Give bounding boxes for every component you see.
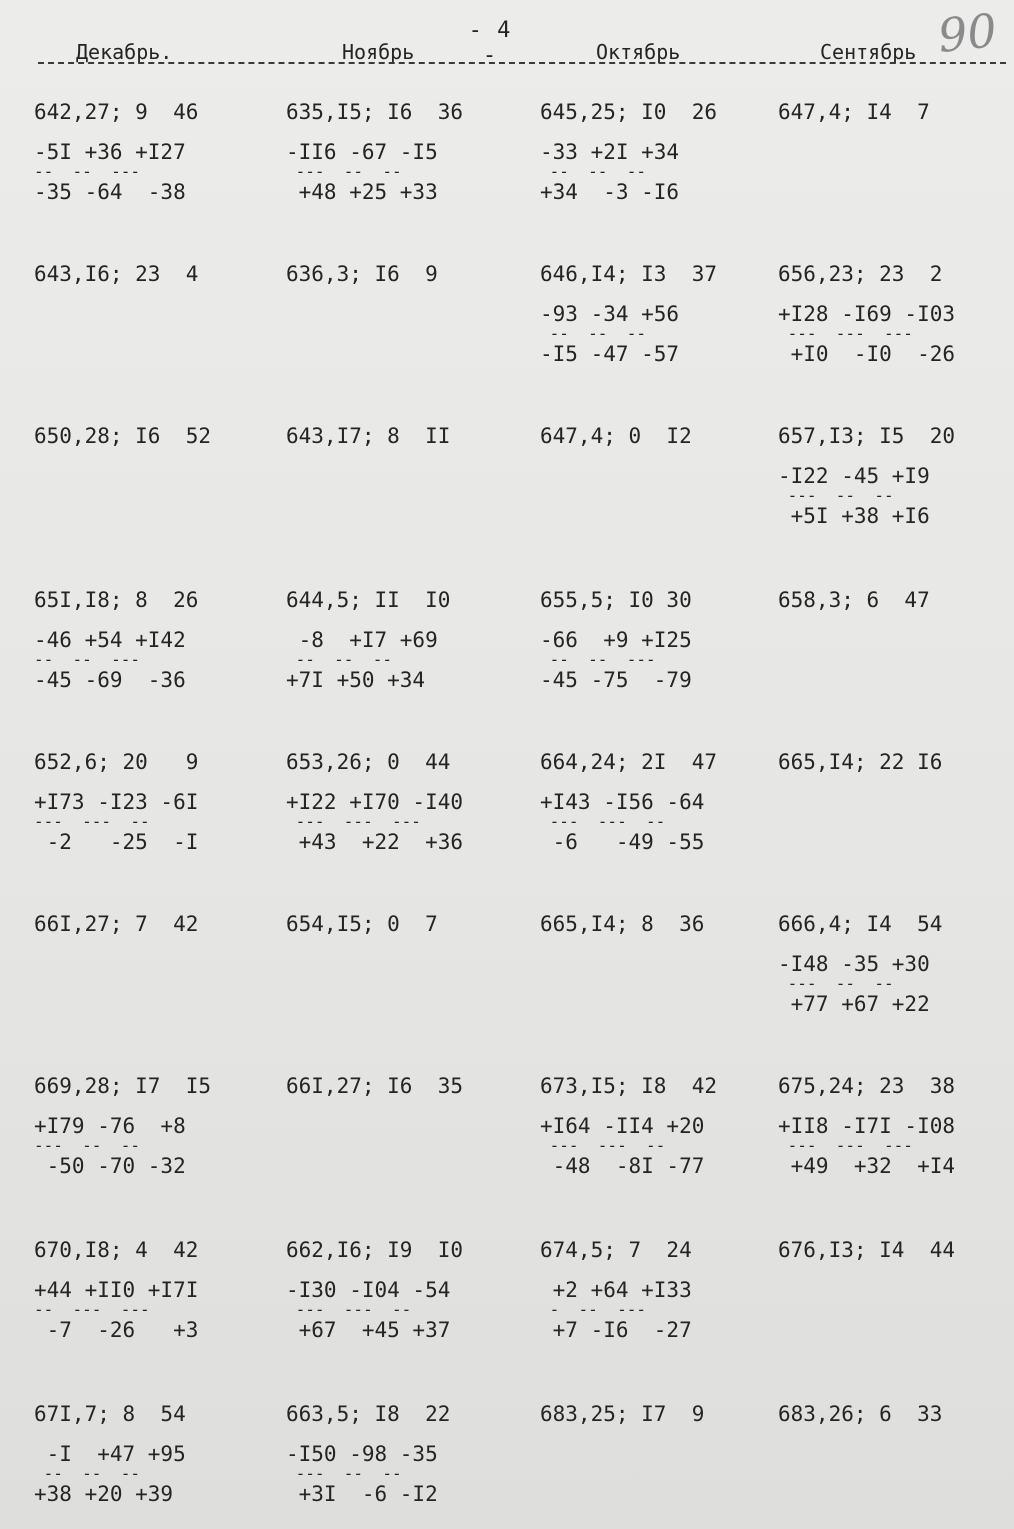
record-heading: 647,4; 0 I2: [540, 424, 692, 448]
record-fraction-bars: [540, 1466, 704, 1484]
record-denominators: [286, 994, 438, 1016]
record-numerators: [34, 466, 211, 488]
record-heading: 676,I3; I4 44: [778, 1238, 956, 1262]
record-entry: [540, 264, 717, 366]
record-fraction-bars: [286, 1138, 463, 1156]
record-numerators: -66 +9 +I25: [540, 628, 692, 652]
record-heading: 650,28; I6 52: [34, 424, 212, 448]
record-fraction-bars: [778, 652, 930, 670]
record-denominators: [34, 994, 198, 1016]
record-heading: 658,3; 6 47: [778, 588, 930, 612]
record-numerators: [778, 142, 930, 164]
record-numerators: -46 +54 +I42: [34, 628, 186, 652]
record-heading: 673,I5; I8 42: [540, 1074, 718, 1098]
record-fraction-bars: [778, 1302, 955, 1320]
record-fraction-bars: -- -- --: [540, 324, 646, 343]
record-denominators: [286, 506, 450, 528]
record-heading: 643,I6; 23 4: [34, 262, 199, 286]
record-fraction-bars: [778, 1466, 942, 1484]
record-numerators: -I +47 +95: [34, 1442, 186, 1466]
record-entry: [34, 752, 198, 854]
record-fraction-bars: --- --- --: [540, 1136, 666, 1155]
record-denominators: [778, 1320, 955, 1342]
record-heading: 656,23; 23 2: [778, 262, 943, 286]
record-heading: 653,26; 0 44: [286, 750, 451, 774]
record-denominators: +77 +67 +22: [778, 992, 930, 1016]
record-fraction-bars: [286, 488, 450, 506]
page-number: - 4 -: [468, 18, 512, 68]
record-heading: 642,27; 9 46: [34, 100, 199, 124]
record-denominators: [34, 344, 198, 366]
record-entry: [286, 1240, 463, 1342]
record-heading: 643,I7; 8 II: [286, 424, 451, 448]
record-entry: [540, 102, 717, 204]
record-entry: [540, 914, 704, 1016]
month-october: Октябрь: [596, 40, 681, 64]
record-fraction-bars: -- -- ---: [540, 650, 656, 669]
record-entry: [34, 1404, 186, 1506]
month-november: Ноябрь: [342, 40, 415, 64]
record-entry: [286, 426, 450, 528]
record-fraction-bars: -- -- --: [286, 650, 392, 669]
record-heading: 683,25; I7 9: [540, 1402, 705, 1426]
record-heading: 663,5; I8 22: [286, 1402, 451, 1426]
record-entry: [778, 590, 930, 692]
record-fraction-bars: [286, 326, 438, 344]
record-heading: 675,24; 23 38: [778, 1074, 956, 1098]
record-heading: 636,3; I6 9: [286, 262, 438, 286]
record-numerators: -I30 -I04 -54: [286, 1278, 451, 1302]
record-heading: 665,I4; 22 I6: [778, 750, 943, 774]
record-entry: [286, 1076, 463, 1178]
record-entry: [778, 1404, 942, 1506]
record-numerators: +I73 -I23 -6I: [34, 790, 199, 814]
record-heading: 683,26; 6 33: [778, 1402, 943, 1426]
record-fraction-bars: [778, 164, 930, 182]
record-numerators: -II6 -67 -I5: [286, 140, 438, 164]
record-entry: [34, 102, 198, 204]
record-entry: [286, 102, 463, 204]
record-numerators: [540, 954, 704, 976]
record-numerators: [286, 466, 450, 488]
record-numerators: +I22 +I70 -I40: [286, 790, 464, 814]
record-numerators: [778, 630, 930, 652]
record-heading: 652,6; 20 9: [34, 750, 199, 774]
record-numerators: +I28 -I69 -I03: [778, 302, 956, 326]
record-denominators: -7 -26 +3: [34, 1318, 199, 1342]
record-numerators: +I43 -I56 -64: [540, 790, 705, 814]
record-fraction-bars: -- -- --: [540, 162, 646, 181]
record-denominators: [286, 344, 438, 366]
record-entry: [286, 914, 438, 1016]
record-numerators: -93 -34 +56: [540, 302, 680, 326]
record-fraction-bars: [540, 488, 692, 506]
record-denominators: [286, 1156, 463, 1178]
record-entry: [540, 1240, 692, 1342]
record-numerators: +II8 -I7I -I08: [778, 1114, 956, 1138]
record-numerators: +I64 -II4 +20: [540, 1114, 705, 1138]
record-entry: [540, 1076, 717, 1178]
record-fraction-bars: --- -- --: [778, 486, 894, 505]
record-entry: [34, 426, 211, 528]
record-heading: 666,4; I4 54: [778, 912, 943, 936]
record-heading: 66I,27; 7 42: [34, 912, 199, 936]
record-entry: [286, 1404, 450, 1506]
record-fraction-bars: - -- ---: [540, 1300, 646, 1319]
record-denominators: [540, 506, 692, 528]
record-entry: [286, 590, 450, 692]
record-fraction-bars: -- -- ---: [34, 650, 140, 669]
handwritten-folio-number: 90: [935, 3, 1000, 63]
record-entry: [286, 752, 463, 854]
record-denominators: -I5 -47 -57: [540, 342, 680, 366]
month-december: Декабрь.: [76, 40, 173, 64]
record-heading: 644,5; II I0: [286, 588, 451, 612]
record-entry: [778, 1240, 955, 1342]
record-numerators: -5I +36 +I27: [34, 140, 186, 164]
record-entry: [778, 1076, 955, 1178]
record-numerators: [34, 954, 198, 976]
month-september: Сентябрь: [820, 40, 917, 64]
record-heading: 664,24; 2I 47: [540, 750, 718, 774]
record-fraction-bars: -- -- ---: [34, 162, 140, 181]
record-heading: 670,I8; 4 42: [34, 1238, 199, 1262]
record-numerators: [778, 1280, 955, 1302]
record-denominators: [540, 1484, 704, 1506]
record-numerators: [286, 304, 438, 326]
record-numerators: -I22 -45 +I9: [778, 464, 930, 488]
record-denominators: [540, 994, 704, 1016]
record-numerators: [540, 466, 692, 488]
record-heading: 647,4; I4 7: [778, 100, 930, 124]
record-denominators: -50 -70 -32: [34, 1154, 186, 1178]
record-numerators: -I50 -98 -35: [286, 1442, 438, 1466]
record-heading: 669,28; I7 I5: [34, 1074, 212, 1098]
record-fraction-bars: --- -- --: [286, 162, 402, 181]
record-entry: [540, 1404, 704, 1506]
record-denominators: +3I -6 -I2: [286, 1482, 438, 1506]
record-entry: [34, 590, 198, 692]
record-heading: 662,I6; I9 I0: [286, 1238, 464, 1262]
record-numerators: [540, 1444, 704, 1466]
record-fraction-bars: --- --- --: [34, 812, 150, 831]
record-denominators: +7 -I6 -27: [540, 1318, 692, 1342]
record-denominators: +49 +32 +I4: [778, 1154, 956, 1178]
record-entry: [540, 426, 692, 528]
record-denominators: [778, 832, 942, 854]
record-denominators: +7I +50 +34: [286, 668, 426, 692]
record-entry: [540, 752, 717, 854]
record-denominators: +48 +25 +33: [286, 180, 438, 204]
record-heading: 67I,7; 8 54: [34, 1402, 186, 1426]
record-numerators: -8 +I7 +69: [286, 628, 438, 652]
record-heading: 655,5; I0 30: [540, 588, 692, 612]
record-entry: [34, 264, 198, 366]
record-denominators: -6 -49 -55: [540, 830, 705, 854]
record-fraction-bars: --- --- --: [286, 1300, 412, 1319]
record-numerators: -I48 -35 +30: [778, 952, 930, 976]
record-entry: [778, 752, 942, 854]
record-fraction-bars: -- -- --: [34, 1464, 140, 1483]
record-denominators: +34 -3 -I6: [540, 180, 680, 204]
record-denominators: -35 -64 -38: [34, 180, 186, 204]
record-numerators: [778, 792, 942, 814]
record-numerators: [286, 954, 438, 976]
record-fraction-bars: --- -- --: [286, 1464, 402, 1483]
record-denominators: -45 -75 -79: [540, 668, 692, 692]
record-entry: [778, 102, 930, 204]
record-denominators: -48 -8I -77: [540, 1154, 705, 1178]
record-heading: 654,I5; 0 7: [286, 912, 438, 936]
record-fraction-bars: --- -- --: [34, 1136, 140, 1155]
record-numerators: [778, 1444, 942, 1466]
record-heading: 635,I5; I6 36: [286, 100, 464, 124]
record-entry: [286, 264, 438, 366]
record-fraction-bars: [34, 488, 211, 506]
record-entry: [34, 914, 198, 1016]
record-numerators: +2 +64 +I33: [540, 1278, 692, 1302]
record-denominators: [778, 670, 930, 692]
record-denominators: +43 +22 +36: [286, 830, 464, 854]
record-fraction-bars: -- --- ---: [34, 1300, 150, 1319]
record-heading: 657,I3; I5 20: [778, 424, 956, 448]
record-denominators: [778, 1484, 942, 1506]
record-denominators: [34, 506, 211, 528]
record-numerators: -33 +2I +34: [540, 140, 680, 164]
record-entry: [778, 914, 942, 1016]
record-fraction-bars: --- -- --: [778, 974, 894, 993]
record-entry: [778, 426, 955, 528]
record-denominators: [778, 182, 930, 204]
record-denominators: -45 -69 -36: [34, 668, 186, 692]
record-fraction-bars: [540, 976, 704, 994]
record-fraction-bars: --- --- ---: [778, 324, 913, 343]
record-fraction-bars: --- --- --: [540, 812, 666, 831]
record-fraction-bars: [778, 814, 942, 832]
record-fraction-bars: --- --- ---: [286, 812, 421, 831]
record-entry: [34, 1076, 211, 1178]
record-fraction-bars: [34, 326, 198, 344]
record-fraction-bars: --- --- ---: [778, 1136, 913, 1155]
record-denominators: +5I +38 +I6: [778, 504, 930, 528]
record-denominators: +67 +45 +37: [286, 1318, 451, 1342]
record-heading: 65I,I8; 8 26: [34, 588, 199, 612]
record-heading: 665,I4; 8 36: [540, 912, 705, 936]
record-numerators: +44 +II0 +I7I: [34, 1278, 199, 1302]
record-numerators: +I79 -76 +8: [34, 1114, 186, 1138]
record-fraction-bars: [34, 976, 198, 994]
record-numerators: [34, 304, 198, 326]
record-heading: 674,5; 7 24: [540, 1238, 692, 1262]
record-numerators: [286, 1116, 463, 1138]
record-denominators: +I0 -I0 -26: [778, 342, 956, 366]
record-denominators: +38 +20 +39: [34, 1482, 174, 1506]
record-fraction-bars: [286, 976, 438, 994]
record-denominators: -2 -25 -I: [34, 830, 199, 854]
record-heading: 66I,27; I6 35: [286, 1074, 464, 1098]
record-entry: [540, 590, 692, 692]
record-heading: 646,I4; I3 37: [540, 262, 718, 286]
record-entry: [778, 264, 955, 366]
record-heading: 645,25; I0 26: [540, 100, 718, 124]
record-entry: [34, 1240, 198, 1342]
